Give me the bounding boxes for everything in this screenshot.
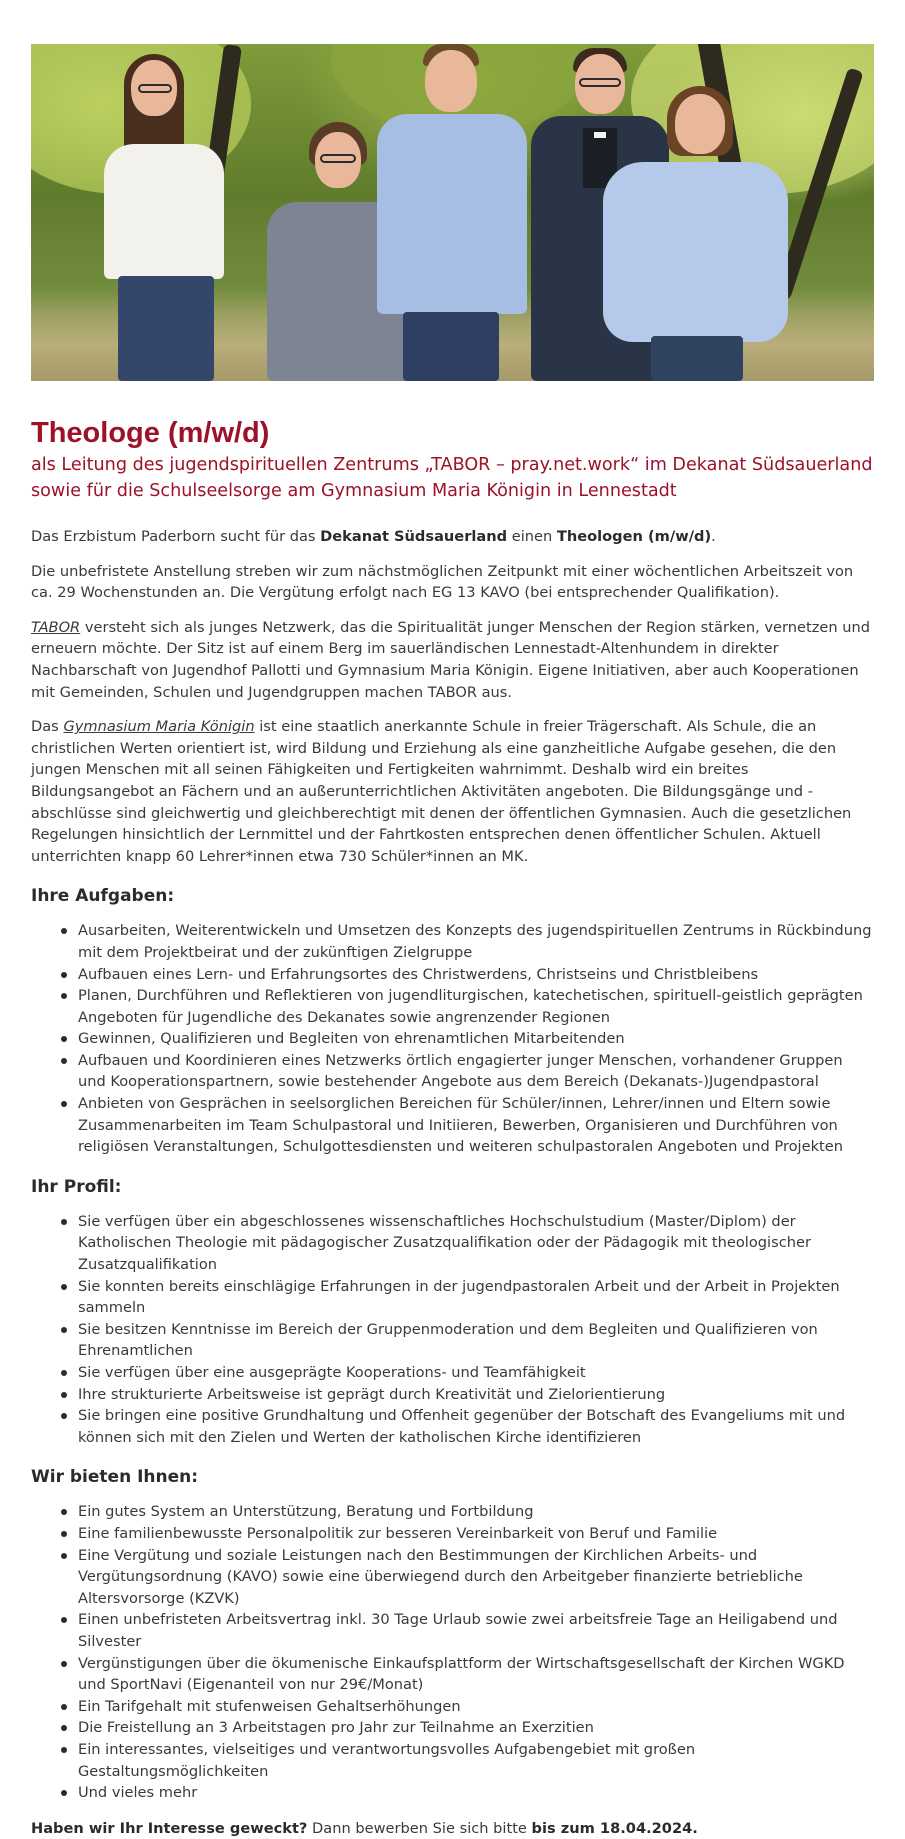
school-link[interactable]: Gymnasium Maria Königin bbox=[63, 718, 255, 736]
intro-text: einen bbox=[507, 528, 557, 545]
job-title: Theologe (m/w/d) bbox=[31, 417, 270, 449]
offer-heading: Wir bieten Ihnen: bbox=[31, 1467, 199, 1488]
profile-list bbox=[31, 1211, 874, 1449]
tabor-link[interactable]: TABOR bbox=[31, 618, 81, 636]
list-item: Einen unbefristeten Arbeitsvertrag inkl. 30 Tage Urlaub sowie zwei arbeitsfreie Tage an Heiligabend und Silvester bbox=[78, 1609, 874, 1652]
dekanat-name: Dekanat Südsauerland bbox=[320, 528, 508, 545]
offer-list bbox=[31, 1501, 874, 1803]
intro-paragraph-school bbox=[31, 716, 874, 867]
intro-paragraph-employer bbox=[31, 526, 874, 548]
list-item: Sie besitzen Kenntnisse im Bereich der Gruppenmoderation und dem Begleiten und Qualifizieren von Ehrenamtlichen bbox=[78, 1319, 874, 1362]
list-item: Aufbauen eines Lern- und Erfahrungsortes des Christwerdens, Christseins und Christbleibens bbox=[78, 964, 874, 986]
closing-call-to-action bbox=[31, 1818, 874, 1839]
intro-text: Das bbox=[31, 718, 64, 736]
list-item: Eine familienbewusste Personalpolitik zur besseren Vereinbarkeit von Beruf und Familie bbox=[78, 1523, 874, 1545]
list-item: Ein Tarifgehalt mit stufenweisen Gehaltserhöhungen bbox=[78, 1696, 874, 1718]
list-item: Anbieten von Gesprächen in seelsorglichen Bereichen für Schüler/innen, Lehrer/innen und Eltern sowie Zusammenarbeiten im Team Schulpastoral und Initiieren, Bewerben, Organisieren und Durchführen von religiösen Veranstaltungen, Schulgottesdiensten und weiteren schulpastoralen Angeboten und Projekten bbox=[78, 1093, 874, 1158]
job-subtitle: als Leitung des jugendspirituellen Zentrums „TABOR – pray.net.work“ im Dekanat Südsauerland sowie für die Schulseelsorge am Gymnasium Maria Königin in Lennestadt bbox=[31, 455, 873, 501]
list-item: Sie verfügen über ein abgeschlossenes wissenschaftliches Hochschulstudium (Master/Diplom) der Katholischen Theologie mit pädagogischer Zusatzqualifikation oder der Pädagogik mit theologischer Zusatzqualifikation bbox=[78, 1211, 874, 1276]
list-item: Vergünstigungen über die ökumenische Einkaufsplattform der Wirtschaftsgesellschaft der Kirchen WGKD und SportNavi (Eigenanteil von nur 29€/Monat) bbox=[78, 1653, 874, 1696]
position-name: Theologen (m/w/d) bbox=[556, 528, 712, 545]
list-item: Ihre strukturierte Arbeitsweise ist geprägt durch Kreativität und Zielorientierung bbox=[78, 1384, 874, 1406]
list-item: Sie bringen eine positive Grundhaltung und Offenheit gegenüber der Botschaft des Evangeliums mit und können sich mit den Zielen und Werten der katholischen Kirche identifizieren bbox=[78, 1405, 874, 1448]
application-deadline: bis zum 18.04.2024. bbox=[531, 1819, 698, 1837]
list-item: Ein interessantes, vielseitiges und verantwortungsvolles Aufgabengebiet mit großen Gestaltungsmöglichkeiten bbox=[78, 1739, 874, 1782]
school-description: ist eine staatlich anerkannte Schule in freier Trägerschaft. Als Schule, die an christlichen Werten orientiert ist, wird Bildung und Erziehung als eine ganzheitliche Aufgabe gesehen, die den jungen Menschen mit all seinen Fähigkeiten und Fertigkeiten wahrnimmt. Deshalb wird ein breites Bildungsangebot an Fächern und an außerunterrichtlichen Aktivitäten angeboten. Die Bildungsgänge und -abschlüsse sind gleichwertig und gleichberechtigt mit denen der öffentlichen Gymnasien. Auch die gesetzlichen Regelungen hinsichtlich der Lernmittel und der Fahrtkosten entsprechen denen öffentlicher Schulen. Aktuell unterrichten knapp 60 Lehrer*innen etwa 730 Schüler*innen an MK. bbox=[31, 718, 852, 865]
list-item: Und vieles mehr bbox=[78, 1782, 874, 1804]
intro-paragraph-conditions: Die unbefristete Anstellung streben wir zum nächstmöglichen Zeitpunkt mit einer wöchentlichen Arbeitszeit von ca. 29 Wochenstunden an. Die Vergütung erfolgt nach EG 13 KAVO (bei entsprechender Qualifikation). bbox=[31, 562, 854, 602]
intro-section bbox=[31, 526, 874, 867]
list-item: Eine Vergütung und soziale Leistungen nach den Bestimmungen der Kirchlichen Arbeits- und Vergütungsordnung (KAVO) sowie eine überwiegend durch den Arbeitgeber finanzierte betriebliche Altersvorsorge (KZVK) bbox=[78, 1545, 874, 1610]
list-item: Ausarbeiten, Weiterentwickeln und Umsetzen des Konzepts des jugendspirituellen Zentrums in Rückbindung mit dem Projektbeirat und der zukünftigen Zielgruppe bbox=[78, 920, 874, 963]
list-item: Aufbauen und Koordinieren eines Netzwerks örtlich engagierter junger Menschen, vorhandener Gruppen und Kooperationspartnern, sowie bestehender Angebote aus dem Bereich (Dekanats-)Jugendpastoral bbox=[78, 1050, 874, 1093]
job-posting bbox=[31, 44, 874, 1839]
tasks-heading: Ihre Aufgaben: bbox=[31, 886, 175, 907]
tabor-description: versteht sich als junges Netzwerk, das die Spiritualität junger Menschen der Region stärken, vernetzen und erneuern möchte. Der Sitz ist auf einem Berg im sauerländischen Lennestadt-Altenhundem in direkter Nachbarschaft von Jugendhof Pallotti und Gymnasium Maria Königin. Eigene Initiativen, aber auch Kooperationen mit Gemeinden, Schulen und Jugendgruppen machen TABOR aus. bbox=[31, 618, 870, 701]
list-item: Sie verfügen über eine ausgeprägte Kooperations- und Teamfähigkeit bbox=[78, 1362, 874, 1384]
team-photo bbox=[31, 44, 874, 381]
intro-paragraph-tabor bbox=[31, 617, 874, 703]
list-item: Planen, Durchführen und Reflektieren von jugendliturgischen, katechetischen, spirituell-geistlich geprägten Angeboten für Jugendliche des Dekanates sowie angrenzender Regionen bbox=[78, 985, 874, 1028]
list-item: Die Freistellung an 3 Arbeitstagen pro Jahr zur Teilnahme an Exerzitien bbox=[78, 1717, 874, 1739]
intro-text: Das Erzbistum Paderborn sucht für das bbox=[31, 528, 321, 545]
list-item: Ein gutes System an Unterstützung, Beratung und Fortbildung bbox=[78, 1501, 874, 1523]
closing-question: Haben wir Ihr Interesse geweckt? bbox=[31, 1819, 308, 1837]
list-item: Gewinnen, Qualifizieren und Begleiten von ehrenamtlichen Mitarbeitenden bbox=[78, 1028, 874, 1050]
list-item: Sie konnten bereits einschlägige Erfahrungen in der jugendpastoralen Arbeit und der Arbeit in Projekten sammeln bbox=[78, 1276, 874, 1319]
closing-text: Dann bewerben Sie sich bitte bbox=[307, 1819, 532, 1837]
intro-text: . bbox=[711, 528, 716, 545]
tasks-list bbox=[31, 920, 874, 1158]
profile-heading: Ihr Profil: bbox=[31, 1176, 122, 1197]
